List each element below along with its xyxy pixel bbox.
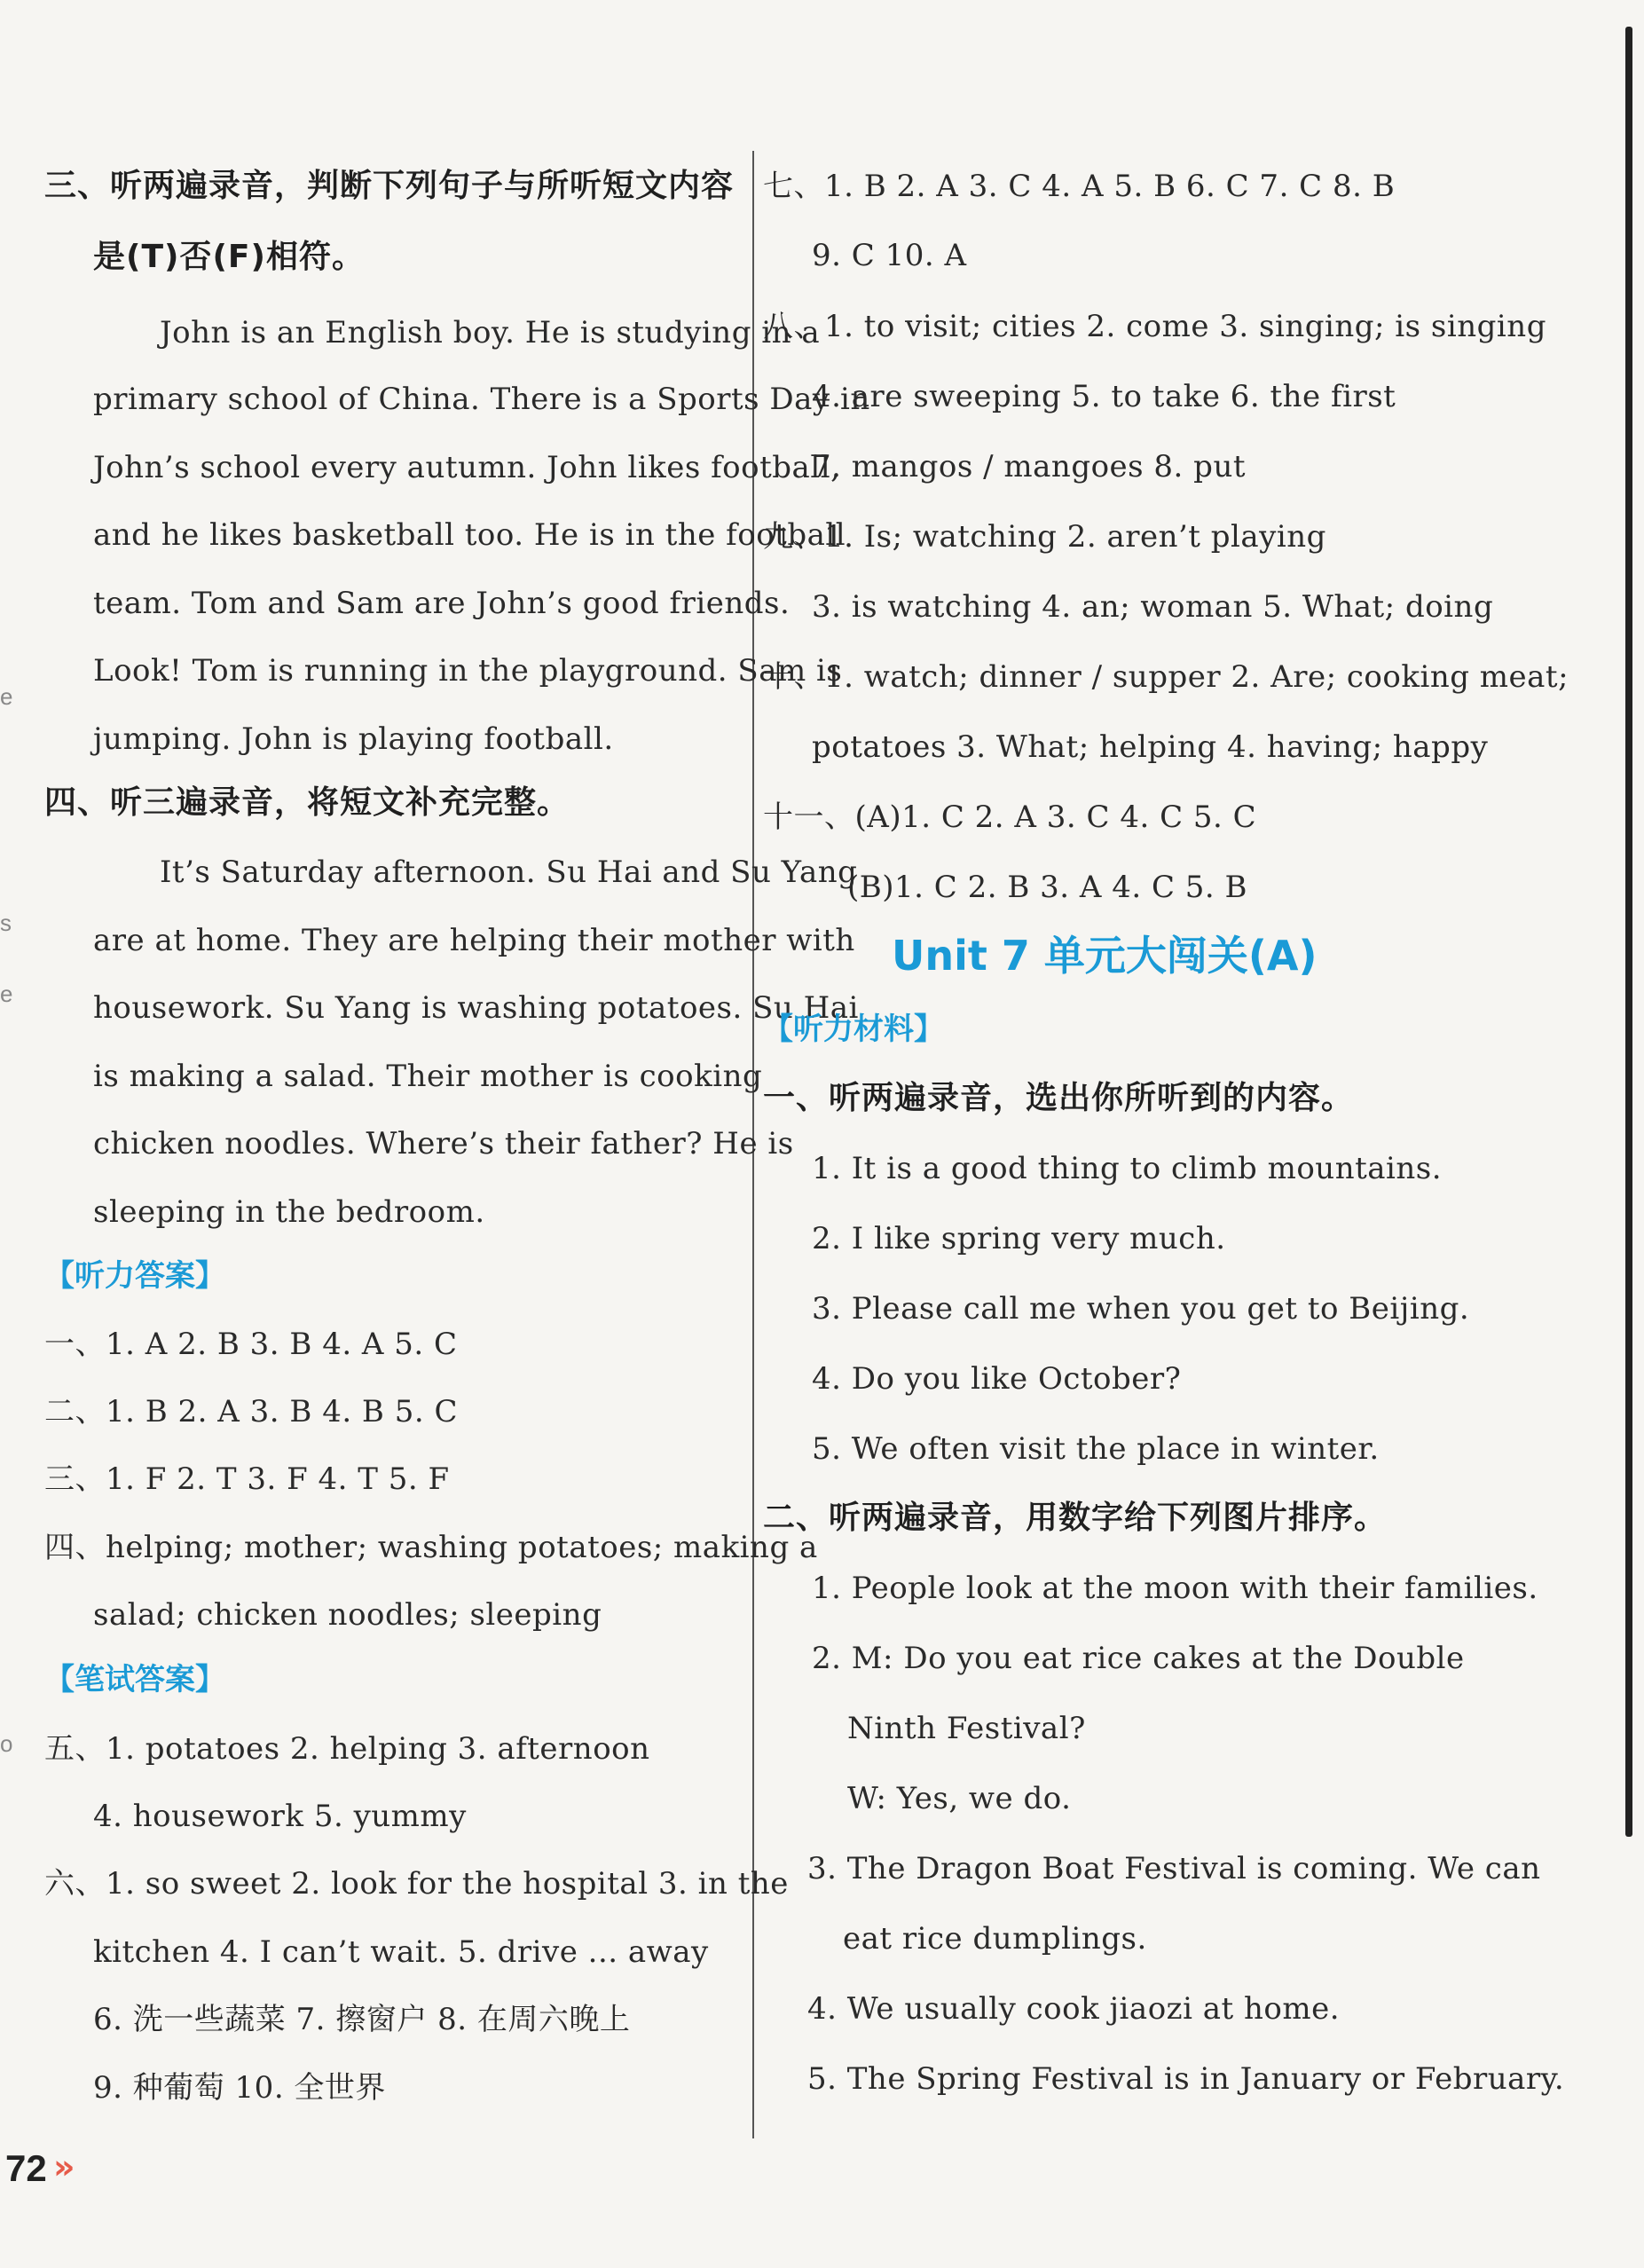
scan-edge-shadow bbox=[1625, 27, 1632, 1837]
text-line: 9. C 10. A bbox=[812, 238, 967, 273]
page-number: 72 bbox=[5, 2147, 47, 2189]
text-line: eat rice dumplings. bbox=[843, 1921, 1147, 1957]
section-heading: 一、听两遍录音，选出你所听到的内容。 bbox=[763, 1080, 1355, 1116]
text-line: 2. M: Do you eat rice cakes at the Double bbox=[812, 1641, 1465, 1676]
text-line: 4. We usually cook jiaozi at home. bbox=[807, 1991, 1341, 2027]
text-line: Look! Tom is running in the playground. Sam is bbox=[93, 653, 843, 689]
page-arrow-icon: » bbox=[53, 2147, 75, 2186]
text-line: 六、1. so sweet 2. look for the hospital 3. in the bbox=[44, 1866, 789, 1902]
text-line: 八、1. to visit; cities 2. come 3. singing; is singing bbox=[763, 309, 1546, 344]
text-line: 2. I like spring very much. bbox=[812, 1221, 1226, 1256]
text-line: 一、1. A 2. B 3. B 4. A 5. C bbox=[44, 1327, 458, 1362]
text-line: 9. 种葡萄 10. 全世界 bbox=[93, 2070, 386, 2106]
text-line: 十一、(A)1. C 2. A 3. C 4. C 5. C bbox=[763, 799, 1257, 835]
text-line: 九、1. Is; watching 2. aren’t playing bbox=[763, 519, 1326, 555]
text-line: It’s Saturday afternoon. Su Hai and Su Yang bbox=[160, 854, 858, 890]
text-line: chicken noodles. Where’s their father? He is bbox=[93, 1126, 794, 1162]
edge-mark: s bbox=[0, 910, 12, 936]
text-line: 6. 洗一些蔬菜 7. 擦窗户 8. 在周六晚上 bbox=[93, 2002, 631, 2037]
section-heading: 二、听两遍录音，用数字给下列图片排序。 bbox=[763, 1500, 1388, 1536]
text-line: is making a salad. Their mother is cooking bbox=[93, 1059, 763, 1094]
text-line: 1. People look at the moon with their families. bbox=[812, 1571, 1538, 1606]
text-line: 四、helping; mother; washing potatoes; making a bbox=[44, 1530, 818, 1565]
text-line: potatoes 3. What; helping 4. having; happy bbox=[812, 729, 1489, 765]
text-line: 五、1. potatoes 2. helping 3. afternoon bbox=[44, 1731, 650, 1767]
text-line: John is an English boy. He is studying in a bbox=[160, 315, 821, 350]
text-line: sleeping in the bedroom. bbox=[93, 1194, 485, 1230]
text-line: jumping. John is playing football. bbox=[93, 721, 614, 757]
text-line: 4. Do you like October? bbox=[812, 1361, 1182, 1397]
text-line: John’s school every autumn. John likes football, bbox=[93, 450, 841, 485]
edge-mark: e bbox=[0, 683, 13, 710]
text-line: 4. are sweeping 5. to take 6. the first bbox=[812, 379, 1396, 414]
text-line: salad; chicken noodles; sleeping bbox=[93, 1597, 602, 1633]
section-heading: 三、听两遍录音，判断下列句子与所听短文内容 bbox=[44, 168, 735, 204]
text-line: 十、1. watch; dinner / supper 2. Are; cooking meat; bbox=[763, 659, 1569, 695]
section-heading: Unit 7 单元大闯关(A) bbox=[892, 932, 1318, 980]
text-line: 二、1. B 2. A 3. B 4. B 5. C bbox=[44, 1394, 458, 1429]
text-line: 七、1. B 2. A 3. C 4. A 5. B 6. C 7. C 8. B bbox=[763, 169, 1396, 204]
text-line: 5. We often visit the place in winter. bbox=[812, 1431, 1380, 1467]
text-line: 7. mangos / mangoes 8. put bbox=[812, 449, 1246, 484]
edge-mark: o bbox=[0, 1730, 13, 1757]
text-line: W: Yes, we do. bbox=[847, 1781, 1072, 1816]
edge-mark: e bbox=[0, 980, 13, 1007]
text-line: and he likes basketball too. He is in the football bbox=[93, 517, 846, 553]
section-heading: 【听力材料】 bbox=[763, 1012, 944, 1047]
text-line: are at home. They are helping their mother with bbox=[93, 923, 855, 958]
section-heading: 四、听三遍录音，将短文补充完整。 bbox=[44, 784, 570, 821]
text-line: 3. Please call me when you get to Beijing. bbox=[812, 1291, 1470, 1327]
text-line: 三、1. F 2. T 3. F 4. T 5. F bbox=[44, 1461, 450, 1497]
text-line: 3. is watching 4. an; woman 5. What; doing bbox=[812, 589, 1494, 625]
text-line: primary school of China. There is a Sports Day in bbox=[93, 382, 870, 417]
text-line: 1. It is a good thing to climb mountains. bbox=[812, 1151, 1443, 1186]
text-line: 4. housework 5. yummy bbox=[93, 1799, 467, 1834]
section-heading: 是(T)否(F)相符。 bbox=[93, 239, 365, 275]
text-line: Ninth Festival? bbox=[847, 1711, 1086, 1746]
text-line: kitchen 4. I can’t wait. 5. drive ... away bbox=[93, 1934, 709, 1970]
text-line: housework. Su Yang is washing potatoes. Su Hai bbox=[93, 990, 859, 1026]
section-heading: 【听力答案】 bbox=[44, 1258, 225, 1294]
text-line: 5. The Spring Festival is in January or February. bbox=[807, 2061, 1565, 2097]
text-line: team. Tom and Sam are John’s good friends. bbox=[93, 586, 791, 621]
text-line: (B)1. C 2. B 3. A 4. C 5. B bbox=[847, 870, 1248, 905]
text-line: 3. The Dragon Boat Festival is coming. We can bbox=[807, 1851, 1541, 1886]
section-heading: 【笔试答案】 bbox=[44, 1662, 225, 1697]
